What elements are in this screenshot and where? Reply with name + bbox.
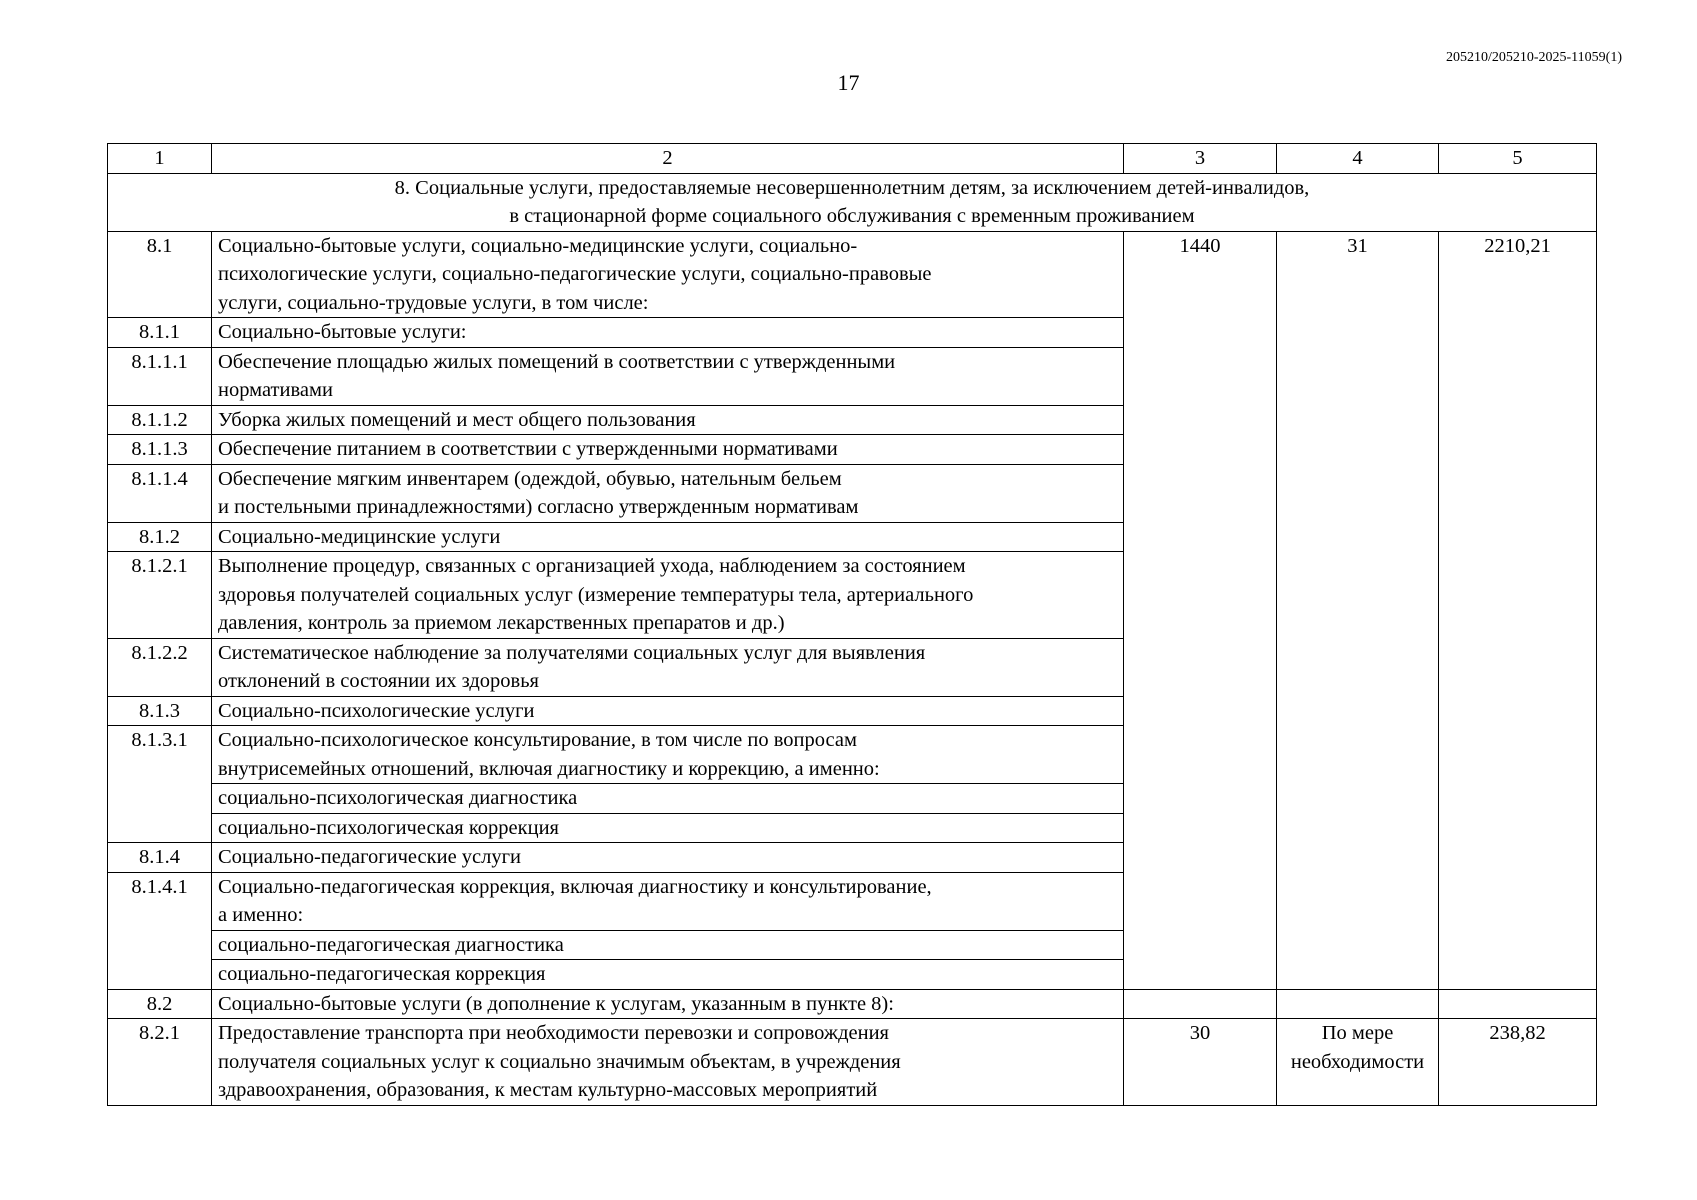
description-line: Уборка жилых помещений и мест общего пользования: [218, 408, 696, 431]
row-code: 8.1.2.1: [108, 552, 212, 639]
row-code: 8.1.1.1: [108, 347, 212, 405]
row-code: 8.1.2: [108, 522, 212, 552]
table-row: [108, 1019, 1597, 1106]
row-code: 8.1.2.2: [108, 638, 212, 696]
table-row: [108, 231, 1597, 318]
row-col-4: [1277, 989, 1439, 1019]
description-line: социально-педагогическая диагностика: [218, 933, 564, 956]
section-heading-line: 8. Социальные услуги, предоставляемые несовершеннолетним детям, за исключением детей-инвалидов,: [394, 176, 1310, 199]
description-line: Предоставление транспорта при необходимости перевозки и сопровождения: [218, 1022, 889, 1044]
description-line: Социально-педагогические услуги: [218, 846, 522, 868]
description-line: Обеспечение мягким инвентарем (одеждой, обувью, нательным бельем: [218, 467, 842, 490]
description-line: внутрисемейных отношений, включая диагностику и коррекцию, а именно:: [218, 757, 880, 780]
description-line: Систематическое наблюдение за получателями социальных услуг для выявления: [218, 641, 926, 664]
row-description: [212, 930, 1124, 960]
row-description: [212, 405, 1124, 435]
description-line: социально-педагогическая коррекция: [218, 963, 546, 985]
row-description: [212, 726, 1124, 784]
section-heading-line: в стационарной форме социального обслуживания с временным проживанием: [509, 205, 1195, 227]
row-code: 8.2.1: [108, 1019, 212, 1106]
description-line: Выполнение процедур, связанных с организацией ухода, наблюдением за состоянием: [218, 555, 966, 577]
header-col-2: 2: [212, 144, 1124, 174]
description-line: нормативами: [218, 379, 333, 401]
row-col-5: 2210,21: [1439, 231, 1597, 989]
row-col-5: [1439, 989, 1597, 1019]
description-line: а именно:: [218, 904, 304, 926]
row-code: 8.1.3: [108, 696, 212, 726]
row-col-5: 238,82: [1439, 1019, 1597, 1106]
row-description: [212, 347, 1124, 405]
services-table: [107, 143, 1597, 1106]
row-description: [212, 1019, 1124, 1106]
row-description: [212, 960, 1124, 990]
description-line: Социально-педагогическая коррекция, включая диагностику и консультирование,: [218, 875, 932, 898]
table-header-row: [108, 144, 1597, 174]
description-line: Социально-психологические услуги: [218, 699, 535, 722]
row-col-4: [1277, 1019, 1439, 1106]
page-number: 17: [837, 70, 860, 95]
row-description: [212, 231, 1124, 318]
description-line: Обеспечение питанием в соответствии с утвержденными нормативами: [218, 438, 838, 460]
row-col-4: 31: [1277, 231, 1439, 989]
description-line: социально-психологическая коррекция: [218, 816, 559, 839]
description-line: Социально-бытовые услуги, социально-медицинские услуги, социально-: [218, 234, 858, 257]
description-line: Социально-психологическое консультирование, в том числе по вопросам: [218, 729, 857, 751]
row-code: 8.1.4.1: [108, 872, 212, 989]
description-line: Социально-бытовые услуги (в дополнение к услугам, указанным в пункте 8):: [218, 992, 894, 1015]
row-code: 8.1.1.4: [108, 464, 212, 522]
description-line: отклонений в состоянии их здоровья: [218, 670, 539, 692]
description-line: социально-психологическая диагностика: [218, 787, 578, 809]
row-description: [212, 638, 1124, 696]
row-code: 8.1.4: [108, 843, 212, 873]
description-line: и постельными принадлежностями) согласно утвержденным нормативам: [218, 496, 859, 518]
description-line: Обеспечение площадью жилых помещений в соответствии с утвержденными: [218, 350, 896, 373]
row-col-3: 30: [1124, 1019, 1277, 1106]
row-code: 8.1.1.3: [108, 435, 212, 465]
row-description: [212, 843, 1124, 873]
row-description: [212, 435, 1124, 465]
description-line: здравоохранения, образования, к местам культурно-массовых мероприятий: [218, 1079, 878, 1101]
row-col-3: 1440: [1124, 231, 1277, 989]
header-col-1: 1: [108, 144, 212, 174]
section-heading: [108, 173, 1597, 231]
row-description: [212, 552, 1124, 639]
row-code: 8.2: [108, 989, 212, 1019]
frequency-line: необходимости: [1290, 1050, 1425, 1073]
header-col-5: 5: [1439, 144, 1597, 174]
description-line: Социально-медицинские услуги: [218, 525, 501, 548]
row-description: [212, 696, 1124, 726]
header-col-3: 3: [1124, 144, 1277, 174]
description-line: психологические услуги, социально-педагогические услуги, социально-правовые: [218, 263, 932, 285]
row-description: [212, 318, 1124, 348]
row-description: [212, 813, 1124, 843]
header-col-4: 4: [1277, 144, 1439, 174]
table-row: [108, 989, 1597, 1019]
row-code: 8.1: [108, 231, 212, 318]
document-id: 205210/205210-2025-11059(1): [1445, 50, 1622, 65]
row-code: 8.1.1: [108, 318, 212, 348]
row-code: 8.1.3.1: [108, 726, 212, 843]
description-line: Социально-бытовые услуги:: [218, 321, 467, 343]
description-line: здоровья получателей социальных услуг (измерение температуры тела, артериального: [218, 583, 974, 606]
description-line: получателя социальных услуг к социально значимым объектам, в учреждения: [218, 1050, 901, 1073]
row-col-3: [1124, 989, 1277, 1019]
row-description: [212, 989, 1124, 1019]
row-code: 8.1.1.2: [108, 405, 212, 435]
row-description: [212, 872, 1124, 930]
row-description: [212, 784, 1124, 814]
frequency-line: По мере: [1321, 1022, 1394, 1044]
row-description: [212, 464, 1124, 522]
description-line: давления, контроль за приемом лекарственных препаратов и др.): [218, 612, 785, 634]
row-description: [212, 522, 1124, 552]
section-heading-row: [108, 173, 1597, 231]
description-line: услуги, социально-трудовые услуги, в том числе:: [218, 291, 649, 314]
